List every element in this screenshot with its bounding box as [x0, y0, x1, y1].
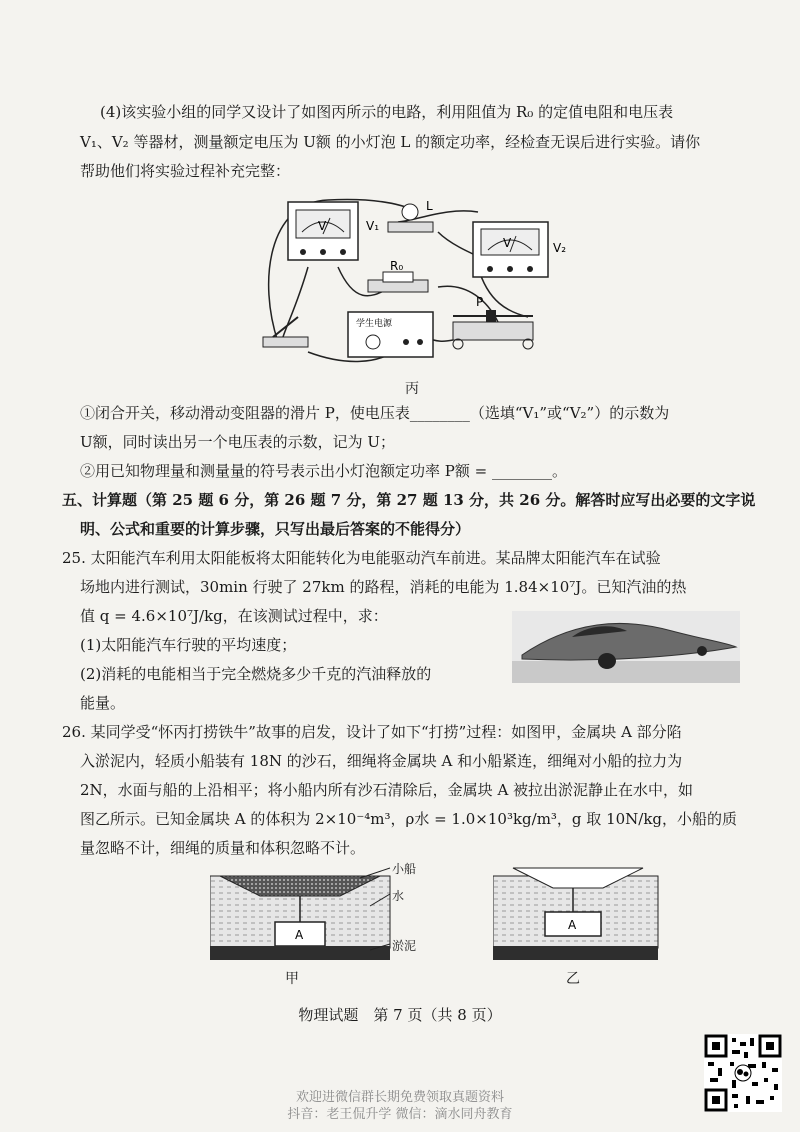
v1-label: V₁ [366, 219, 380, 233]
block-a1: A [295, 928, 304, 942]
label-boat: 小船 [392, 862, 417, 876]
q4-line3: 帮助他们将实验过程补充完整： [80, 162, 291, 180]
q25-line2: 场地内进行测试，30min 行驶了 27km 的路程，消耗的电能为 1.84×10⁷J。已知汽油的热 [80, 578, 687, 596]
rheostat [453, 322, 533, 340]
q26-line1: 26. 某同学受“怀丙打捞铁牛”故事的启发，设计了如下“打捞”过程：如图甲，金属块 A 部分陷 [62, 723, 682, 741]
leader-lines [360, 866, 420, 956]
q4-step1a: ①闭合开关，移动滑动变阻器的滑片 P，使电压表________（选填“V₁”或“V₂”）的示数为 [80, 404, 670, 422]
figure-b [493, 866, 663, 966]
label-water: 水 [392, 889, 405, 903]
watermark-line2: 抖音：老王侃升学 微信：滴水同舟教育 [287, 1107, 513, 1122]
section5-line1: 五、计算题（第 25 题 6 分，第 26 题 7 分，第 27 题 13 分，共 26 分。解答时应写出必要的文字说 [62, 491, 756, 509]
q26-line5: 量忽略不计，细绳的质量和体积忽略不计。 [80, 839, 366, 857]
q4-step1b: U额，同时读出另一个电压表的示数，记为 U； [80, 433, 396, 451]
watermark-line1: 欢迎进微信群长期免费领取真题资料 [295, 1090, 504, 1105]
q25-line6: 能量。 [80, 694, 126, 712]
v2-label: V₂ [553, 241, 567, 255]
label-mud: 淤泥 [392, 939, 417, 953]
lamp-label: L [426, 199, 433, 213]
section5-line2: 明、公式和重要的计算步骤，只写出最后答案的不能得分） [80, 520, 471, 538]
solar-car-photo [512, 611, 740, 683]
r0-label: R₀ [390, 259, 404, 273]
power-label: 学生电源 [356, 319, 393, 329]
caption-a: 甲 [285, 971, 299, 987]
lamp-bulb [402, 204, 418, 220]
q4-step2: ②用已知物理量和测量量的符号表示出小灯泡额定功率 P额 = ________。 [80, 462, 567, 480]
v2-meter-label: V [503, 236, 512, 250]
switch [263, 337, 308, 347]
q26-line3: 2N，水面与船的上沿相平；将小船内所有沙石清除后，金属块 A 被拉出淤泥静止在水中，如 [80, 781, 694, 799]
lamp-base [388, 222, 433, 232]
q25-line1: 25. 太阳能汽车利用太阳能板将太阳能转化为电能驱动汽车前进。某品牌太阳能汽车在试验 [62, 549, 661, 567]
slider-p-label: P [476, 295, 484, 309]
page-footer: 物理试题 第 7 页（共 8 页） [298, 1006, 502, 1024]
q25-line5: (2)消耗的电能相当于完全燃烧多少千克的汽油释放的 [80, 665, 432, 683]
q26-line2: 入淤泥内，轻质小船装有 18N 的沙石，细绳将金属块 A 和小船紧连，细绳对小船的拉力为 [80, 752, 683, 770]
block-a2: A [568, 918, 577, 932]
v1-meter-label: V [318, 219, 327, 233]
q4-line1: (4)该实验小组的同学又设计了如图丙所示的电路，利用阻值为 R₀ 的定值电阻和电压表 [100, 103, 674, 121]
circuit-caption: 丙 [405, 381, 419, 397]
circuit-diagram [248, 192, 578, 372]
q4-line2: V₁、V₂ 等器材，测量额定电压为 U额 的小灯泡 L 的额定功率，经检查无误后进行实验。请你 [80, 133, 701, 151]
q25-line3: 值 q = 4.6×10⁷J/kg，在该测试过程中，求： [80, 607, 388, 625]
caption-b: 乙 [566, 971, 580, 987]
q26-line4: 图乙所示。已知金属块 A 的体积为 2×10⁻⁴m³，ρ水 = 1.0×10³kg/m³，g 取 10N/kg，小船的质 [80, 810, 738, 828]
q25-line4: (1)太阳能汽车行驶的平均速度； [80, 636, 297, 654]
